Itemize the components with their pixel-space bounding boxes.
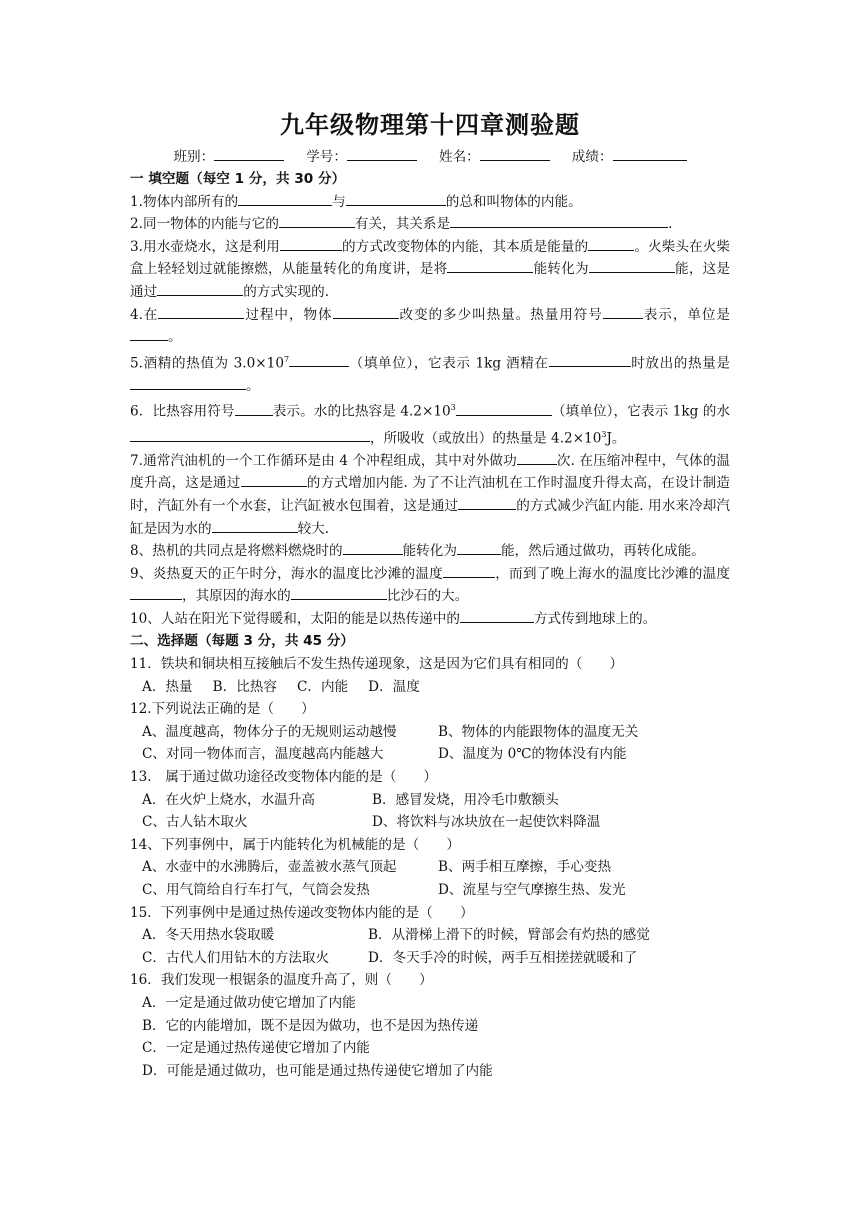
option-b[interactable]: B、物体的内能跟物体的温度无关 <box>438 723 639 740</box>
answer-blank[interactable] <box>158 304 244 319</box>
answer-blank[interactable] <box>460 608 534 623</box>
option-b[interactable]: B．比热容 <box>212 678 277 695</box>
answer-blank[interactable] <box>280 236 342 251</box>
question-12-options-row1 <box>130 721 730 744</box>
question-13-options-row2 <box>130 811 730 834</box>
option-a[interactable]: A．一定是通过做功使它增加了内能 <box>142 994 356 1011</box>
question-7: 7.通常汽油机的一个工作循环是由 4 个冲程组成，其中对外做功 次. 在压缩冲程中，气体的温度升高，这是通过 的方式增加内能. 为了不让汽油机在工作时温度升得太高，在设计制造时，汽缸外有一个水套，让汽缸被水包围着，这是通过 的方式减少汽缸内能. 用水来冷却汽缸是因为水的 较大. <box>130 450 730 540</box>
question-5: 5.酒精的热值为 $3.0\times 10^7$ （填单位），它表示 1kg 酒精在 时放出的热量是。 <box>130 349 730 398</box>
section-heading-choice: 二、选择题（每题 3 分，共 45 分） <box>130 633 355 650</box>
option-c[interactable]: C．内能 <box>296 678 349 695</box>
answer-blank[interactable] <box>589 258 675 273</box>
answer-blank[interactable] <box>241 472 307 487</box>
answer-blank[interactable] <box>447 258 533 273</box>
question-14-options-row2 <box>130 879 730 902</box>
option-c[interactable]: C、用气筒给自行车打气，气筒会发热 <box>142 882 370 898</box>
class-field: 班别： <box>173 146 284 168</box>
question-14-stem: 14、下列事例中，属于内能转化为机械能的是（ ） <box>130 836 460 853</box>
question-2: 2.同一物体的内能与它的 有关，其关系是 . <box>130 213 730 236</box>
score-blank[interactable] <box>613 146 687 161</box>
option-a[interactable]: A．冬天用热水袋取暖 <box>142 927 275 944</box>
section-heading-fill: 一 填空题（每空 1 分，共 30 分） <box>130 171 346 187</box>
question-10: 10、人站在阳光下觉得暖和，太阳的能是以热传递中的 方式传到地球上的。 <box>130 608 730 631</box>
answer-blank[interactable] <box>157 281 243 296</box>
question-14-options-row1 <box>130 856 730 879</box>
answer-blank[interactable] <box>343 540 403 555</box>
name-field: 姓名： <box>439 146 550 168</box>
question-11-options <box>130 676 730 699</box>
question-12-options-row2 <box>130 743 730 766</box>
option-d[interactable]: D、将饮料与冰块放在一起使饮料降温 <box>372 814 601 831</box>
page-title: 九年级物理第十四章测验题 <box>280 111 580 139</box>
class-blank[interactable] <box>214 146 284 161</box>
name-blank[interactable] <box>480 146 550 161</box>
answer-blank[interactable] <box>291 585 387 600</box>
answer-blank[interactable] <box>130 585 182 600</box>
answer-blank[interactable] <box>333 304 399 319</box>
answer-blank[interactable] <box>457 540 501 555</box>
id-field: 学号： <box>306 146 417 168</box>
option-b[interactable]: B．从滑梯上滑下的时候，臂部会有灼热的感觉 <box>368 927 650 944</box>
answer-blank[interactable] <box>279 213 355 228</box>
student-info-row <box>130 146 730 168</box>
option-d[interactable]: D、流星与空气摩擦生热、发光 <box>438 882 626 898</box>
question-16-stem: 16．我们发现一根锯条的温度升高了，则（ ） <box>130 972 433 989</box>
option-c[interactable]: C．古代人们用钻木的方法取火 <box>142 949 330 966</box>
answer-blank[interactable] <box>549 352 631 367</box>
option-b[interactable]: B．它的内能增加，既不是因为做功，也不是因为热传递 <box>142 1017 479 1034</box>
id-blank[interactable] <box>347 146 417 161</box>
answer-blank[interactable] <box>346 191 446 206</box>
option-b[interactable]: B．感冒发烧，用冷毛巾敷额头 <box>372 791 559 808</box>
option-d[interactable]: D．可能是通过做功，也可能是通过热传递使它增加了内能 <box>142 1062 493 1079</box>
answer-blank[interactable] <box>456 401 552 416</box>
question-4: 4.在 过程中，物体 改变的多少叫热量。热量用符号 表示，单位是。 <box>130 304 730 349</box>
question-15-options-row2 <box>130 947 730 970</box>
question-9: 9、炎热夏天的正午时分，海水的温度比沙滩的温度 ，而到了晚上海水的温度比沙滩的温度，其原因的海水的 比沙石的大。 <box>130 563 730 608</box>
answer-blank[interactable] <box>235 401 273 416</box>
question-13-options-row1 <box>130 789 730 812</box>
answer-blank[interactable] <box>130 375 246 390</box>
option-d[interactable]: D．冬天手冷的时候，两手互相搓搓就暖和了 <box>368 949 638 966</box>
score-field: 成绩： <box>572 146 687 168</box>
answer-blank[interactable] <box>517 450 557 465</box>
option-a[interactable]: A、温度越高，物体分子的无规则运动越慢 <box>142 723 397 740</box>
option-c[interactable]: C、对同一物体而言，温度越高内能越大 <box>142 746 384 763</box>
question-11-stem: 11．铁块和铜块相互接触后不发生热传递现象，这是因为它们具有相同的（ ） <box>130 656 624 673</box>
question-13-stem: 13． 属于通过做功途径改变物体内能的是（ ） <box>130 769 438 786</box>
answer-blank[interactable] <box>588 236 634 251</box>
option-d[interactable]: D．温度 <box>368 678 420 695</box>
answer-blank[interactable] <box>603 304 643 319</box>
question-12-stem: 12.下列说法正确的是（ ） <box>130 701 315 718</box>
option-c[interactable]: C．一定是通过热传递使它增加了内能 <box>142 1040 370 1057</box>
answer-blank[interactable] <box>289 352 349 367</box>
option-a[interactable]: A．热量 <box>142 678 193 695</box>
option-c[interactable]: C、古人钻木取火 <box>142 814 248 831</box>
answer-blank[interactable] <box>130 427 370 442</box>
option-a[interactable]: A、水壶中的水沸腾后，壶盖被水蒸气顶起 <box>142 859 397 876</box>
question-1: 1.物体内部所有的 与 的总和叫物体的内能。 <box>130 191 730 214</box>
answer-blank[interactable] <box>130 326 168 341</box>
question-15-options-row1 <box>130 924 730 947</box>
answer-blank[interactable] <box>212 518 298 533</box>
question-15-stem: 15．下列事例中是通过热传递改变物体内能的是（ ） <box>130 904 474 921</box>
answer-blank[interactable] <box>450 213 668 228</box>
answer-blank[interactable] <box>443 563 495 578</box>
question-6: 6．比热容用符号 表示。水的比热容是 $4.2\times 10^3$ （填单位），它表示 1kg 的水，所吸收（或放出）的热量是 $4.2\times 10^3J$。 <box>130 397 730 449</box>
question-8: 8、热机的共同点是将燃料燃烧时的 能转化为 能，然后通过做功，再转化成能。 <box>130 540 730 563</box>
question-3: 3.用水壶烧水，这是利用 的方式改变物体的内能，其本质是能量的 。火柴头在火柴盒上轻轻划过就能擦燃，从能量转化的角度讲，是将 能转化为 能，这是通过 的方式实现的. <box>130 236 730 304</box>
answer-blank[interactable] <box>238 191 332 206</box>
answer-blank[interactable] <box>458 495 516 510</box>
option-d[interactable]: D、温度为 0℃的物体没有内能 <box>438 746 627 763</box>
option-a[interactable]: A．在火炉上烧水，水温升高 <box>142 791 315 808</box>
option-b[interactable]: B、两手相互摩擦，手心变热 <box>438 859 612 876</box>
